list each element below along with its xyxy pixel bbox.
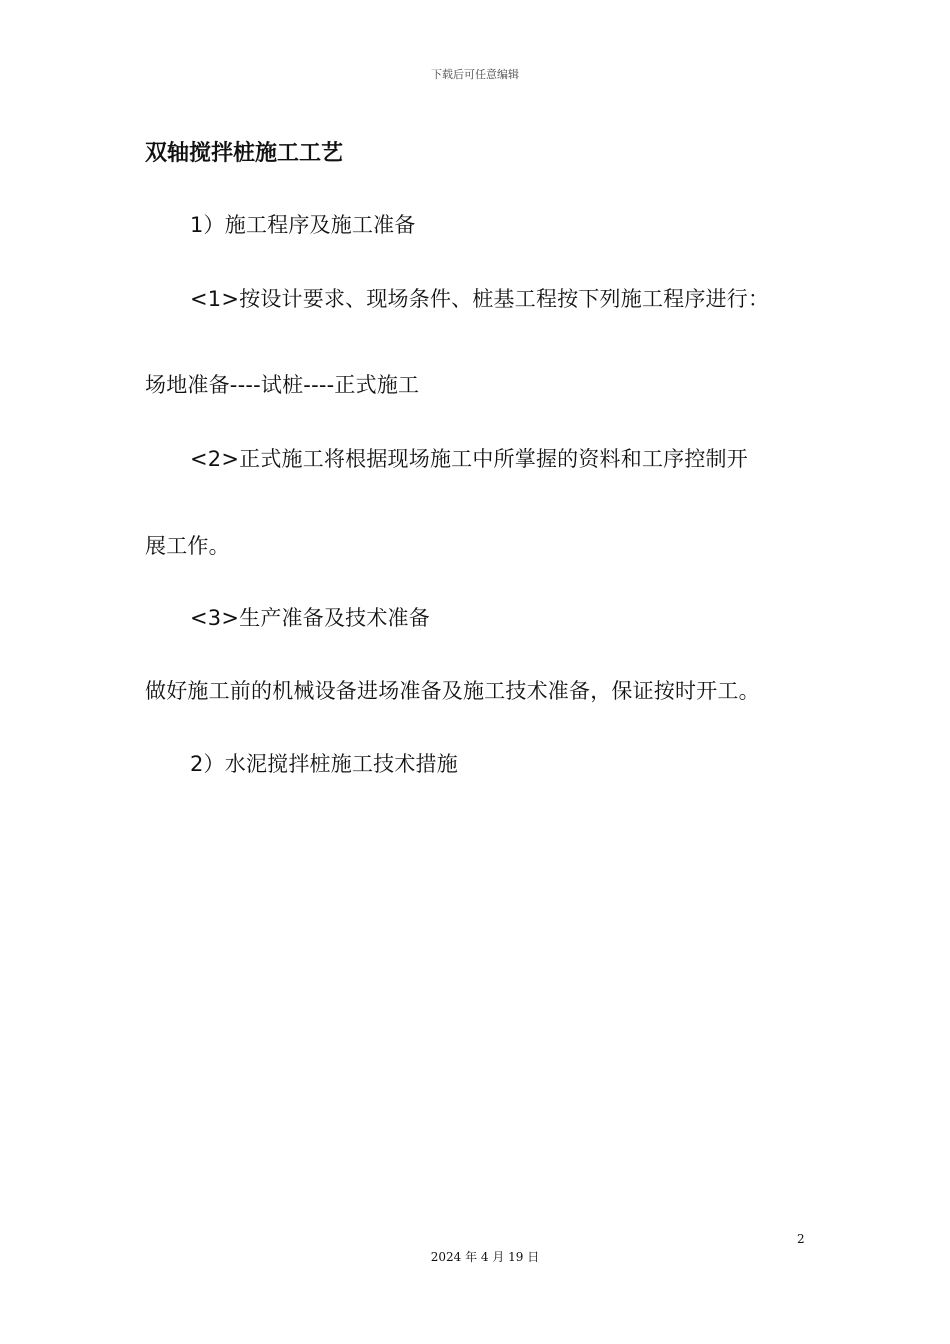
document-title: 双轴搅拌桩施工工艺 — [145, 141, 344, 166]
paragraph-1-line-1: <1>按设计要求、现场条件、桩基工程按下列施工程序进行： — [190, 287, 770, 311]
paragraph-3: <3>生产准备及技术准备 — [190, 606, 430, 630]
footer-date: 2024 年 4 月 19 日 — [430, 1250, 540, 1264]
section-heading-2: 2）水泥搅拌桩施工技术措施 — [190, 752, 458, 776]
paragraph-2-line-2: 展工作。 — [145, 534, 230, 558]
page-number: 2 — [797, 1232, 805, 1246]
page-header: 下载后可任意编辑 — [431, 68, 519, 81]
paragraph-4: 做好施工前的机械设备进场准备及施工技术准备，保证按时开工。 — [145, 679, 760, 703]
paragraph-1-line-2: 场地准备----试桩----正式施工 — [145, 373, 420, 397]
section-heading-1: 1）施工程序及施工准备 — [190, 213, 416, 237]
paragraph-2-line-1: <2>正式施工将根据现场施工中所掌握的资料和工序控制开 — [190, 447, 748, 471]
